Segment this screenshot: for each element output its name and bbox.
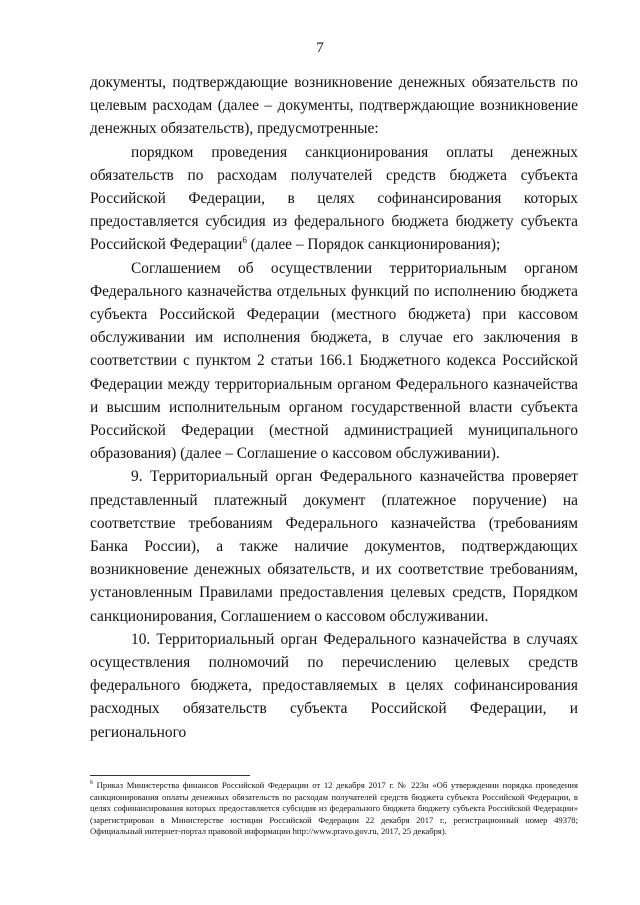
intro-paragraph: документы, подтверждающие возникновение денежных обязательств по целевым расходам (далее – документы, подтверждающие возникновение денежных обязательств), предусмотренные: bbox=[90, 74, 578, 138]
order-paragraph bbox=[90, 141, 578, 257]
order-text-tail: (далее – Порядок санкционирования); bbox=[246, 236, 501, 254]
footnote-text: Приказ Министерства финансов Российской Федерации от 12 декабря 2017 г. № 223н «Об утверждении порядка проведения санкционирования оплаты денежных обязательств по расходам получателей средств бюджета субъекта Российской Федерации, в целях софинансирования которых предоставляется субсидия из федерального бюджета бюджету субъекта Российской Федерации» (зарегистрирован в Министерстве юстиции Российской Федерации 22 декабря 2017 г., регистрационный номер 49378; Официальный интернет-портал правовой информации http://www.pravo.gov.ru, 2017, 25 декабря). bbox=[90, 780, 578, 837]
footnote-reference: 6 bbox=[242, 235, 247, 246]
clause-10-paragraph: 10. Территориальный орган Федерального казначейства в случаях осуществления полномочий по перечислению целевых средств федерального бюджета, предоставляемых в целях софинансирования расходных обязательств субъекта Российской Федерации, и регионального bbox=[90, 630, 578, 741]
clause-9-paragraph: 9. Территориальный орган Федерального казначейства проверяет представленный платежный документ (платежное поручение) на соответствие требованиям Федерального казначейства (требованиям Банка России), а также наличие документов, подтверждающих возникновение денежных обязательств, и их соответствие требованиям, установленным Правилами предоставления целевых средств, Порядком санкционирования, Соглашением о кассовом обслуживании. bbox=[90, 468, 578, 625]
agreement-paragraph: Соглашением об осуществлении территориальным органом Федерального казначейства отдельных функций по исполнению бюджета субъекта Российской Федерации (местного бюджета) при кассовом обслуживании им исполнения бюджета, в случае его заключения в соответствии с пунктом 2 статьи 166.1 Бюджетного кодекса Российской Федерации между территориальным органом Федерального казначейства и высшим исполнительным органом государственной власти субъекта Российской Федерации (местной администрацией муниципального образования) (далее – Соглашение о кассовом обслуживании). bbox=[90, 259, 578, 463]
main-text bbox=[90, 71, 578, 744]
footnote-marker: 6 bbox=[90, 780, 93, 787]
footnote bbox=[90, 780, 578, 838]
order-text: порядком проведения санкционирования оплаты денежных обязательств по расходам получателей средств бюджета субъекта Российской Федерации, в целях софинансирования которых предоставляется субсидия из федерального бюджета бюджету субъекта Российской Федерации bbox=[90, 143, 578, 254]
page-number: 7 bbox=[316, 40, 324, 56]
footnote-divider bbox=[90, 775, 250, 776]
